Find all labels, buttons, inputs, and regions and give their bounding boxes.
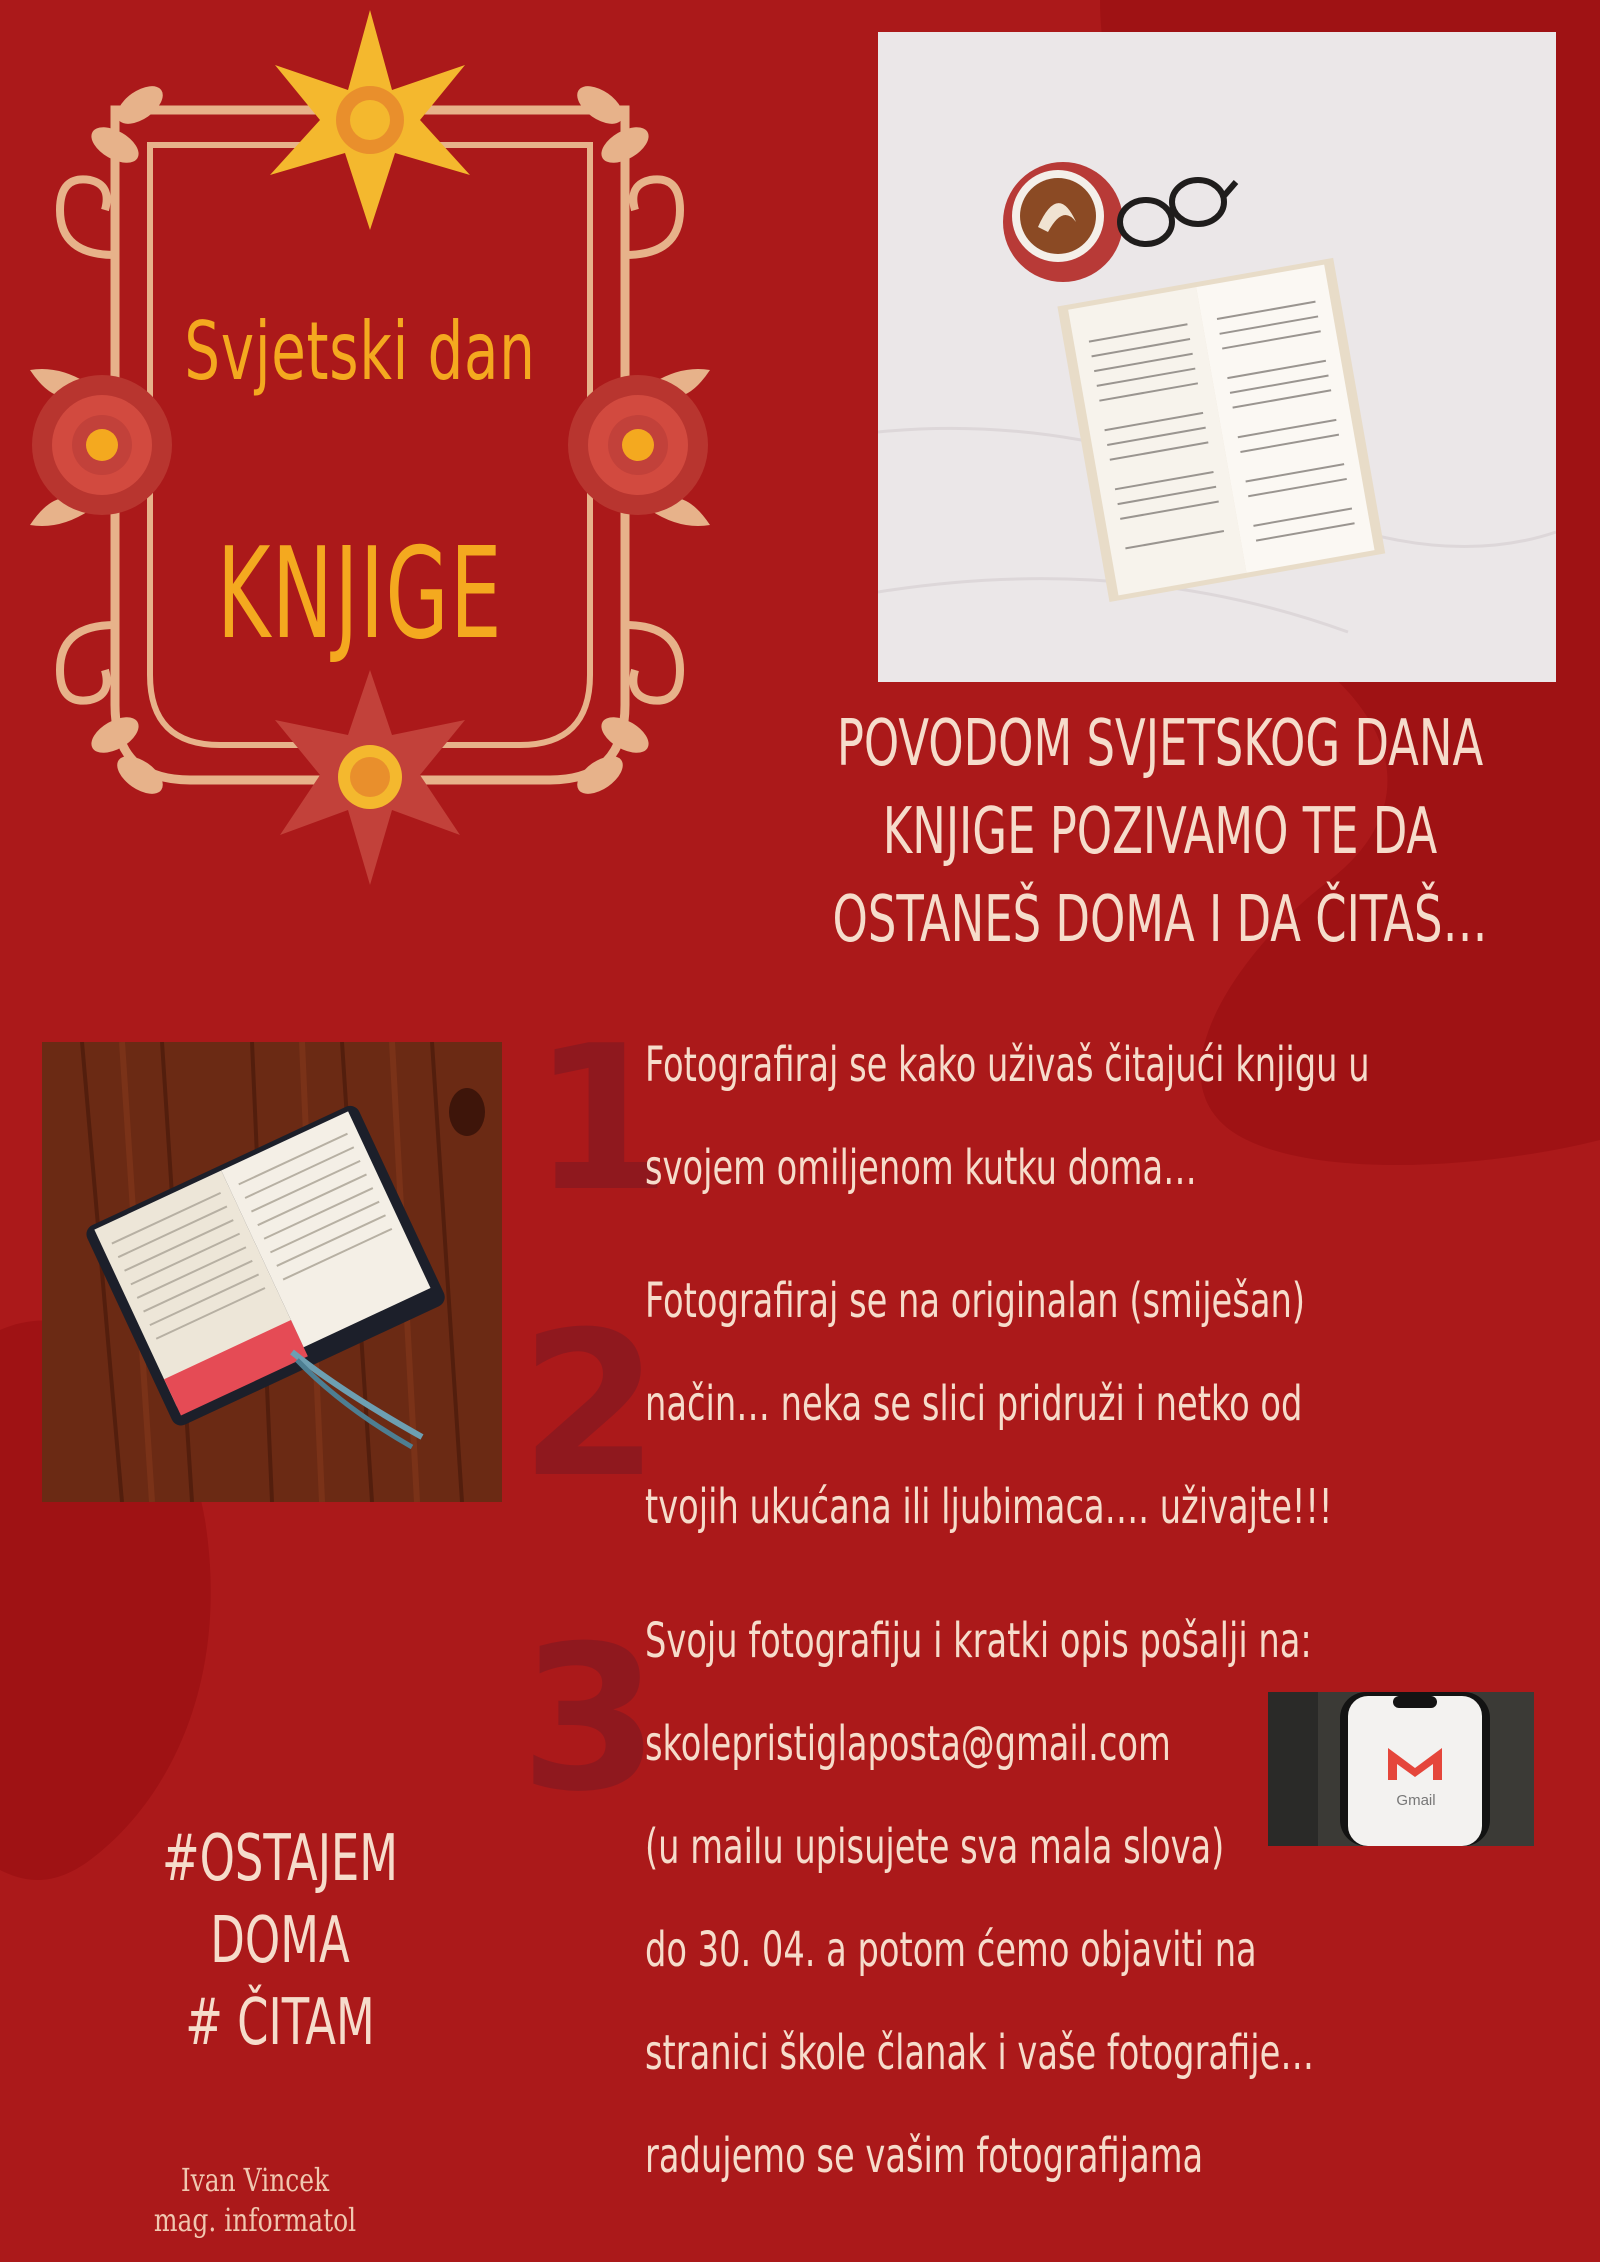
email-address[interactable]: skolepristiglaposta@gmail.com	[645, 1716, 1171, 1772]
email-note: (u mailu upisujete sva mala slova)	[645, 1819, 1225, 1875]
open-book-on-wood-photo	[42, 1042, 502, 1502]
author-signature	[134, 2160, 376, 2240]
hashtags	[93, 1818, 467, 2064]
hashtag-ostajem-doma: #OSTAJEM DOMA	[161, 1822, 399, 1978]
gmail-label: Gmail	[1396, 1792, 1436, 1809]
author-name: Ivan Vincek	[180, 2161, 330, 2199]
step-3-intro: Svoju fotografiju i kratki opis pošalji na:	[645, 1613, 1312, 1669]
headline-text: POVODOM SVJETSKOG DANA KNJIGE POZIVAMO TE DA OSTANEŠ DOMA I DA ČITAŠ…	[832, 707, 1488, 957]
step-3-details: do 30. 04. a potom ćemo objaviti na stranici škole članak i vaše fotografije… radujemo se vašim fotografijama	[645, 1922, 1315, 2184]
step-number-1: 1	[532, 1003, 672, 1236]
phone-gmail-photo	[1268, 1692, 1534, 1846]
step-number-2: 2	[520, 1289, 660, 1522]
star-flower-top-icon	[270, 10, 470, 230]
author-title: mag. informatol	[153, 2201, 357, 2239]
step-number-3: 3	[520, 1603, 660, 1836]
title-frame	[20, 5, 720, 890]
step-1-text: Fotografiraj se kako uživaš čitajući knjigu u svojem omiljenom kutku doma…	[645, 1037, 1370, 1196]
poster-title-line2: KNJIGE	[216, 520, 504, 667]
poster-title-line1: Svjetski dan	[184, 305, 536, 398]
hashtag-citam: # ČITAM	[185, 1986, 375, 2060]
step-2-text: Fotografiraj se na originalan (smiješan) način… neka se slici pridruži i netko od tvojih ukućana ili ljubimaca…. uživajte!!!	[645, 1273, 1333, 1535]
coffee-glasses-book-photo	[878, 32, 1556, 682]
